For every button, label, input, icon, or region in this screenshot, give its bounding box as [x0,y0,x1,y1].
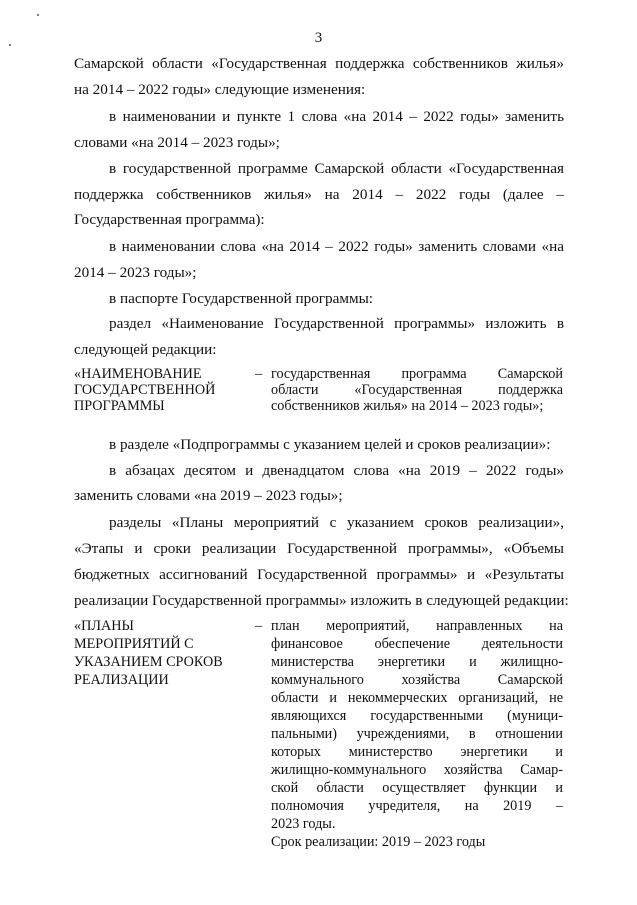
paragraph-line: «Этапы и сроки реализации Государственной программы», «Объемы [74,540,564,557]
section-value-line: пальными) учреждениями, в отношении [271,726,563,742]
implementation-period: Срок реализации: 2019 – 2023 годы [271,834,486,850]
section-value-line: области «Государственная поддержка [271,382,563,398]
section-label-line: УКАЗАНИЕМ СРОКОВ [74,654,223,670]
paragraph-line: в разделе «Подпрограммы с указанием целей и сроков реализации»: [109,436,551,453]
section-label-line: «ПЛАНЫ [74,618,134,634]
section-value-line: коммунального хозяйства Самарской [271,672,563,688]
section-label-line: ГОСУДАРСТВЕННОЙ [74,382,216,398]
section-value-line: области и некоммерческих организаций, не [271,690,563,706]
paragraph-line: в государственной программе Самарской области «Государственная [109,160,564,177]
dash-separator: – [255,618,263,634]
paragraph-line: 2014 – 2023 годы»; [74,264,197,281]
section-label-line: «НАИМЕНОВАНИЕ [74,366,202,382]
paragraph-line: раздел «Наименование Государственной программы» изложить в [109,315,564,332]
scan-speck [37,14,39,16]
paragraph-line: бюджетных ассигнований Государственной программы» и «Результаты [74,566,564,583]
paragraph-line: разделы «Планы мероприятий с указанием сроков реализации», [109,514,564,531]
section-value-line: являющихся государственными (муници- [271,708,563,724]
paragraph-line: словами «на 2014 – 2023 годы»; [74,134,280,151]
paragraph-line: в паспорте Государственной программы: [109,290,374,307]
section-value-line: план мероприятий, направленных на [271,618,563,634]
dash-separator: – [255,366,263,382]
section-value-line: жилищно-коммунального хозяйства Самар- [271,762,563,778]
paragraph-line: на 2014 – 2022 годы» следующие изменения: [74,81,366,98]
paragraph-line: поддержка собственников жилья» на 2014 – 2022 годы (далее – [74,186,564,203]
section-value-line: ской области осуществляет функции и [271,780,563,796]
section-value-line: государственная программа Самарской [271,366,563,382]
paragraph-line: следующей редакции: [74,341,217,358]
section-value-line: министерства энергетики и жилищно- [271,654,563,670]
paragraph-line: в наименовании и пункте 1 слова «на 2014 – 2022 годы» заменить [109,108,564,125]
paragraph-line: в наименовании слова «на 2014 – 2022 годы» заменить словами «на [109,238,564,255]
section-label-line: РЕАЛИЗАЦИИ [74,672,169,688]
section-value-line: полномочия учредителя, на 2019 – [271,798,563,814]
section-label-line: МЕРОПРИЯТИЙ С [74,636,194,652]
paragraph-line: Самарской области «Государственная поддержка собственников жилья» [74,55,564,72]
paragraph-line: заменить словами «на 2019 – 2023 годы»; [74,487,343,504]
paragraph-line: Государственная программа): [74,211,265,228]
page-number: 3 [314,30,323,46]
section-value-line: финансовое обеспечение деятельности [271,636,563,652]
section-value-line: которых министерство энергетики и [271,744,563,760]
paragraph-line: в абзацах десятом и двенадцатом слова «на 2019 – 2022 годы» [109,462,564,479]
section-value-line: 2023 годы. [271,816,336,832]
section-value-line: собственников жилья» на 2014 – 2023 годы»; [271,398,544,414]
section-label-line: ПРОГРАММЫ [74,398,165,414]
paragraph-line: реализации Государственной программы» изложить в следующей редакции: [74,592,569,609]
